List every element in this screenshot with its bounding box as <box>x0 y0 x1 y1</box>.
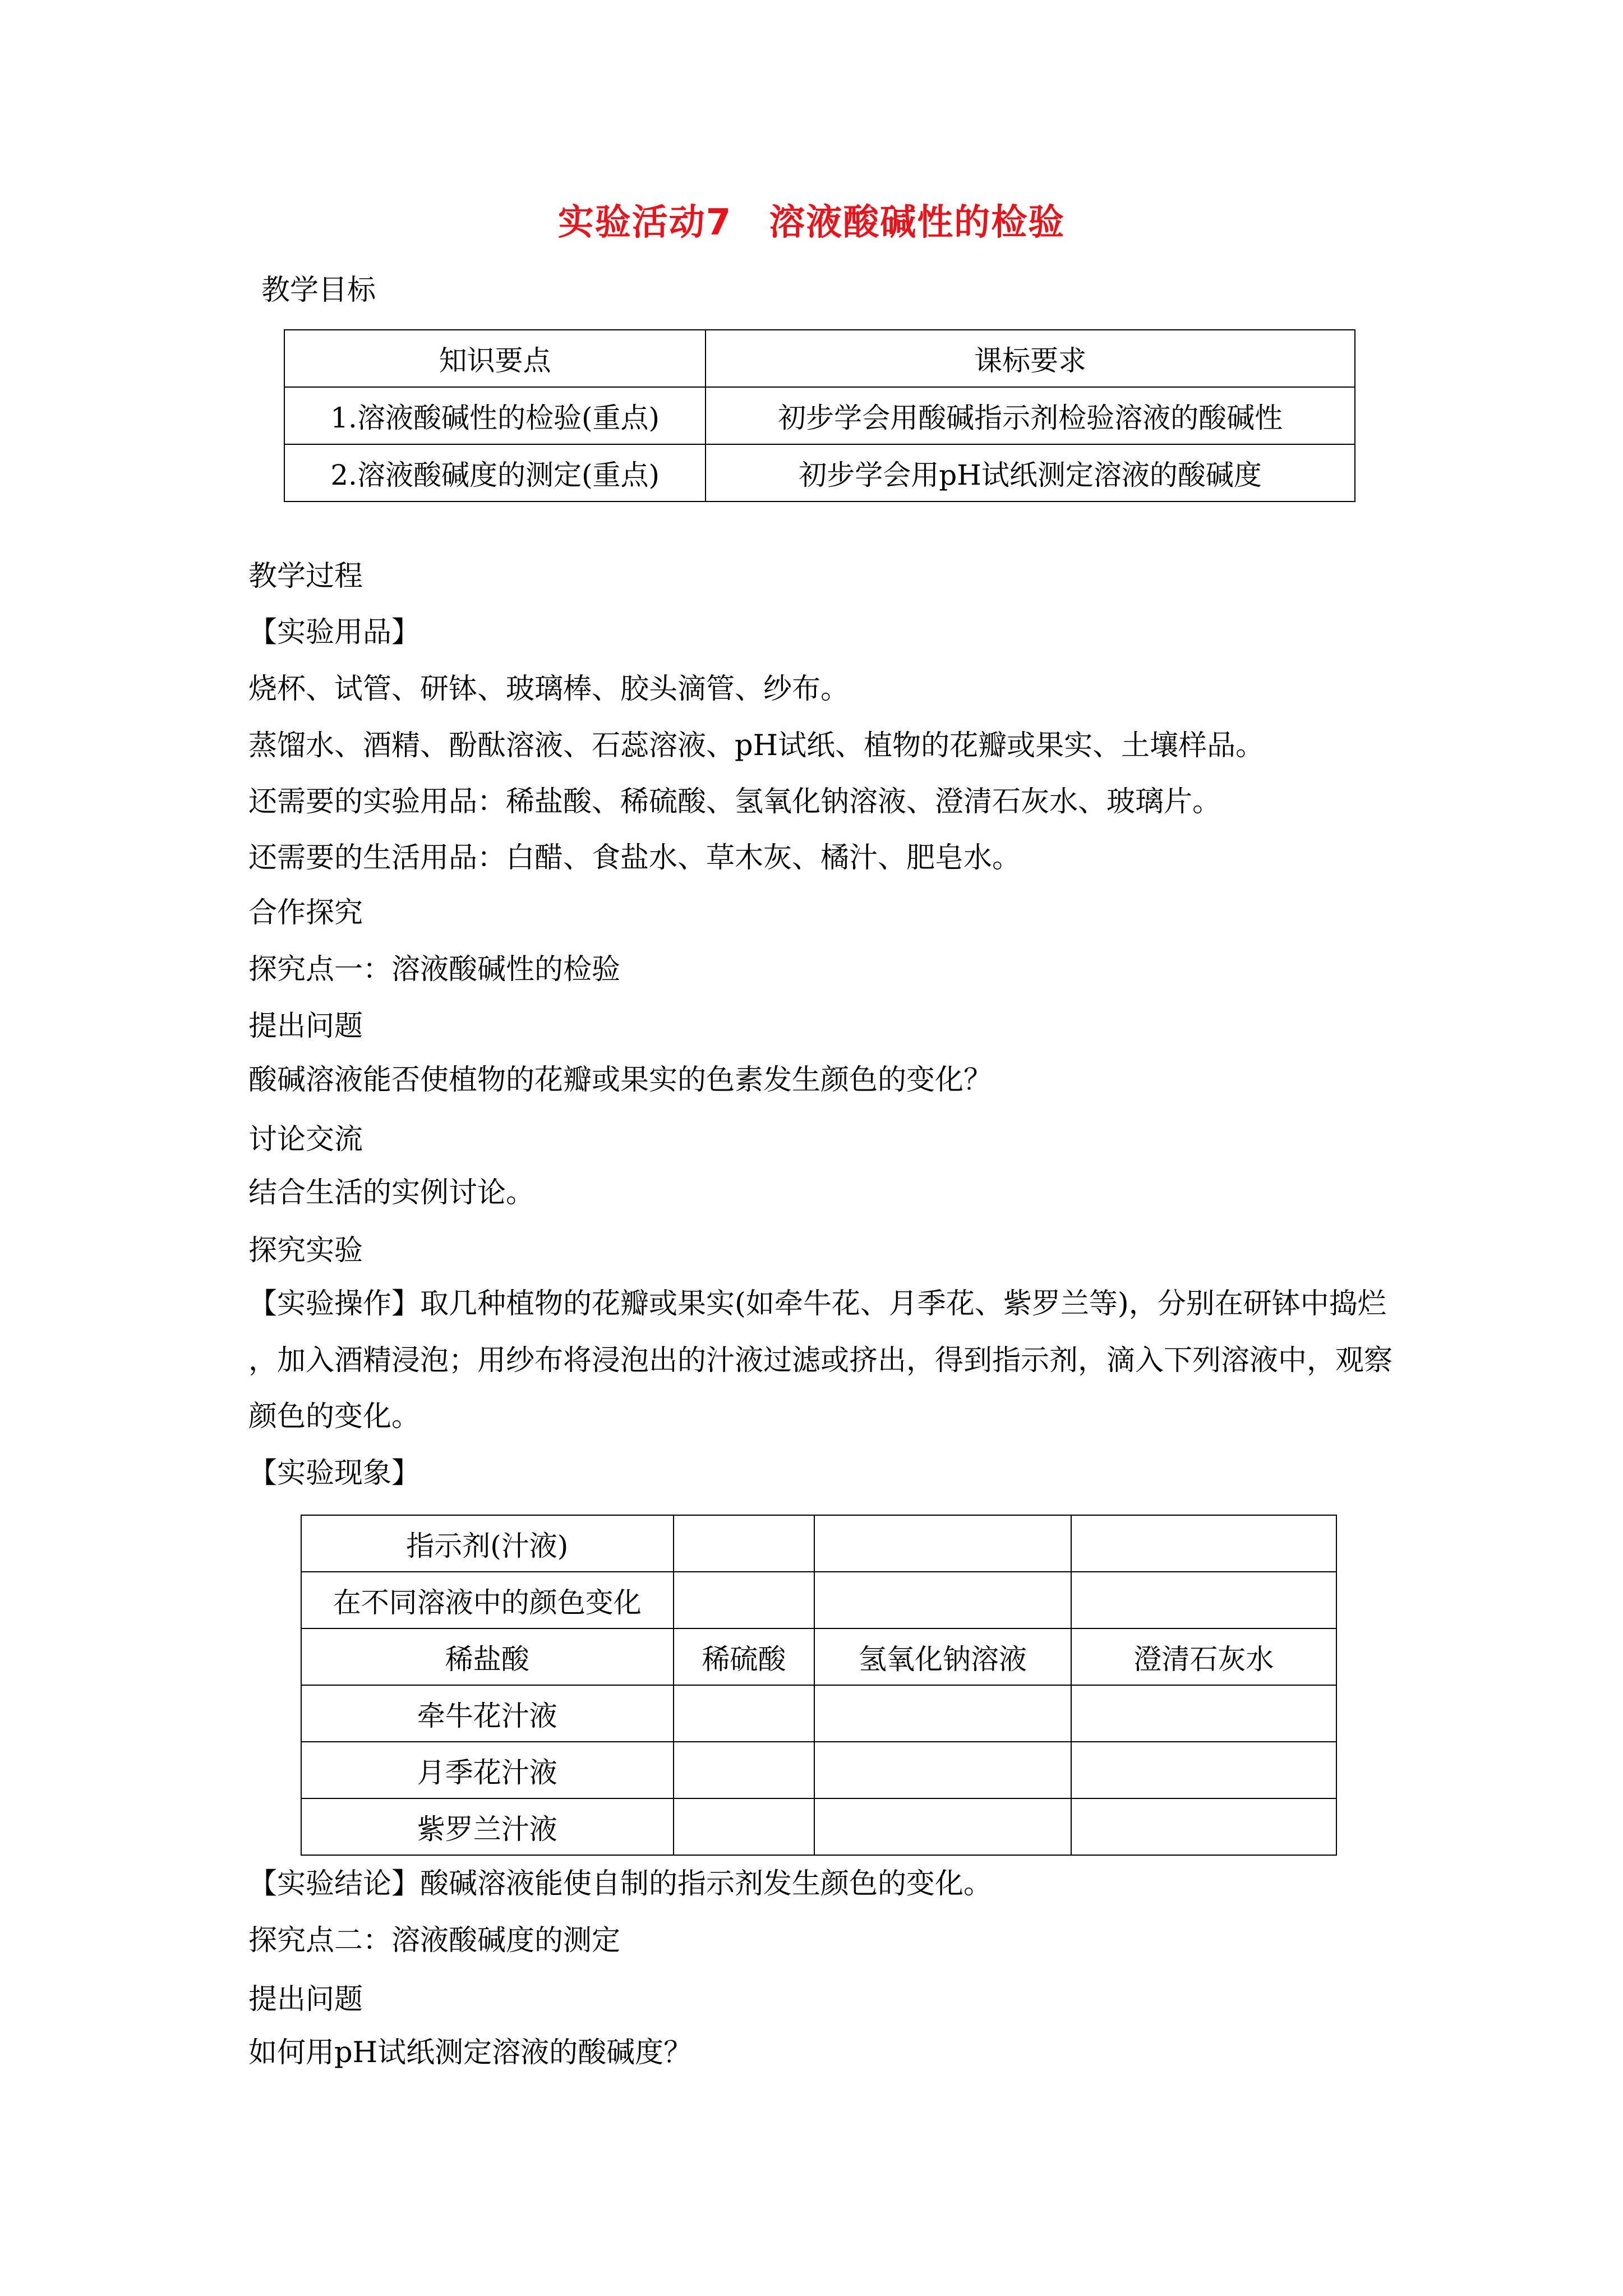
table-cell <box>1071 1572 1336 1628</box>
paragraph: 还需要的生活用品：白醋、食盐水、草木灰、橘汁、肥皂水。 <box>248 841 1021 875</box>
table-header-row <box>284 330 1355 387</box>
section-heading: 提出问题 <box>248 1983 363 2016</box>
paragraph: 颜色的变化。 <box>248 1400 421 1433</box>
table-cell: 2.溶液酸碱度的测定(重点) <box>284 444 706 501</box>
column-header: 澄清石灰水 <box>1071 1628 1336 1685</box>
paragraph: 酸碱溶液能否使植物的花瓣或果实的色素发生颜色的变化？ <box>248 1064 993 1097</box>
row-header: 紫罗兰汁液 <box>301 1798 674 1855</box>
table-cell: 1.溶液酸碱性的检验(重点) <box>284 387 706 444</box>
table-cell: 在不同溶液中的颜色变化 <box>301 1572 674 1628</box>
table-cell <box>814 1515 1071 1572</box>
section-heading: 讨论交流 <box>248 1123 363 1156</box>
section-heading: 提出问题 <box>248 1010 363 1043</box>
table-row <box>284 387 1355 444</box>
table-cell <box>674 1798 815 1855</box>
paragraph: ，加入酒精浸泡；用纱布将浸泡出的汁液过滤或挤出，得到指示剂，滴入下列溶液中，观察 <box>248 1344 1393 1377</box>
table-header-row <box>301 1628 1336 1685</box>
section-heading: 教学过程 <box>248 560 363 593</box>
column-header: 氢氧化钠溶液 <box>814 1628 1071 1685</box>
table-cell <box>1071 1798 1336 1855</box>
table-cell <box>674 1685 815 1742</box>
table-row <box>301 1572 1336 1628</box>
observation-table <box>301 1515 1337 1856</box>
table-cell <box>814 1572 1071 1628</box>
table-cell <box>674 1742 815 1798</box>
section-heading: 合作探究 <box>248 896 363 930</box>
table-cell <box>814 1742 1071 1798</box>
table-cell <box>674 1515 815 1572</box>
section-heading: 探究点一：溶液酸碱性的检验 <box>248 953 621 986</box>
table-cell <box>1071 1515 1336 1572</box>
paragraph: 蒸馏水、酒精、酚酞溶液、石蕊溶液、pH试纸、植物的花瓣或果实、土壤样品。 <box>248 729 1265 762</box>
table-cell <box>814 1798 1071 1855</box>
paragraph: 如何用pH试纸测定溶液的酸碱度？ <box>248 2036 693 2069</box>
table-row <box>301 1742 1336 1798</box>
table-row <box>301 1685 1336 1742</box>
table-cell <box>1071 1685 1336 1742</box>
row-header: 牵牛花汁液 <box>301 1685 674 1742</box>
page-title: 实验活动7 溶液酸碱性的检验 <box>557 202 1066 243</box>
table-row <box>301 1515 1336 1572</box>
objectives-table <box>284 329 1355 502</box>
table-row <box>284 444 1355 501</box>
table-cell: 指示剂(汁液) <box>301 1515 674 1572</box>
paragraph: 结合生活的实例讨论。 <box>248 1176 535 1209</box>
objectives-heading: 教学目标 <box>261 274 376 307</box>
column-header: 知识要点 <box>284 330 706 387</box>
column-header: 课标要求 <box>706 330 1355 387</box>
section-heading: 探究点二：溶液酸碱度的测定 <box>248 1924 621 1957</box>
row-header: 月季花汁液 <box>301 1742 674 1798</box>
paragraph: 烧杯、试管、研钵、玻璃棒、胶头滴管、纱布。 <box>248 673 850 706</box>
section-heading: 【实验现象】 <box>248 1457 421 1490</box>
column-header: 稀硫酸 <box>674 1628 815 1685</box>
table-cell <box>1071 1742 1336 1798</box>
table-cell: 初步学会用酸碱指示剂检验溶液的酸碱性 <box>706 387 1355 444</box>
table-cell <box>674 1572 815 1628</box>
table-cell <box>814 1685 1071 1742</box>
paragraph: 【实验操作】取几种植物的花瓣或果实(如牵牛花、月季花、紫罗兰等)，分别在研钵中捣烂 <box>248 1287 1386 1320</box>
paragraph: 【实验结论】酸碱溶液能使自制的指示剂发生颜色的变化。 <box>248 1867 993 1901</box>
paragraph: 还需要的实验用品：稀盐酸、稀硫酸、氢氧化钠溶液、澄清石灰水、玻璃片。 <box>248 785 1221 818</box>
table-row <box>301 1798 1336 1855</box>
section-heading: 探究实验 <box>248 1234 363 1267</box>
table-cell: 初步学会用pH试纸测定溶液的酸碱度 <box>706 444 1355 501</box>
column-header: 稀盐酸 <box>301 1628 674 1685</box>
section-heading: 【实验用品】 <box>248 616 421 649</box>
